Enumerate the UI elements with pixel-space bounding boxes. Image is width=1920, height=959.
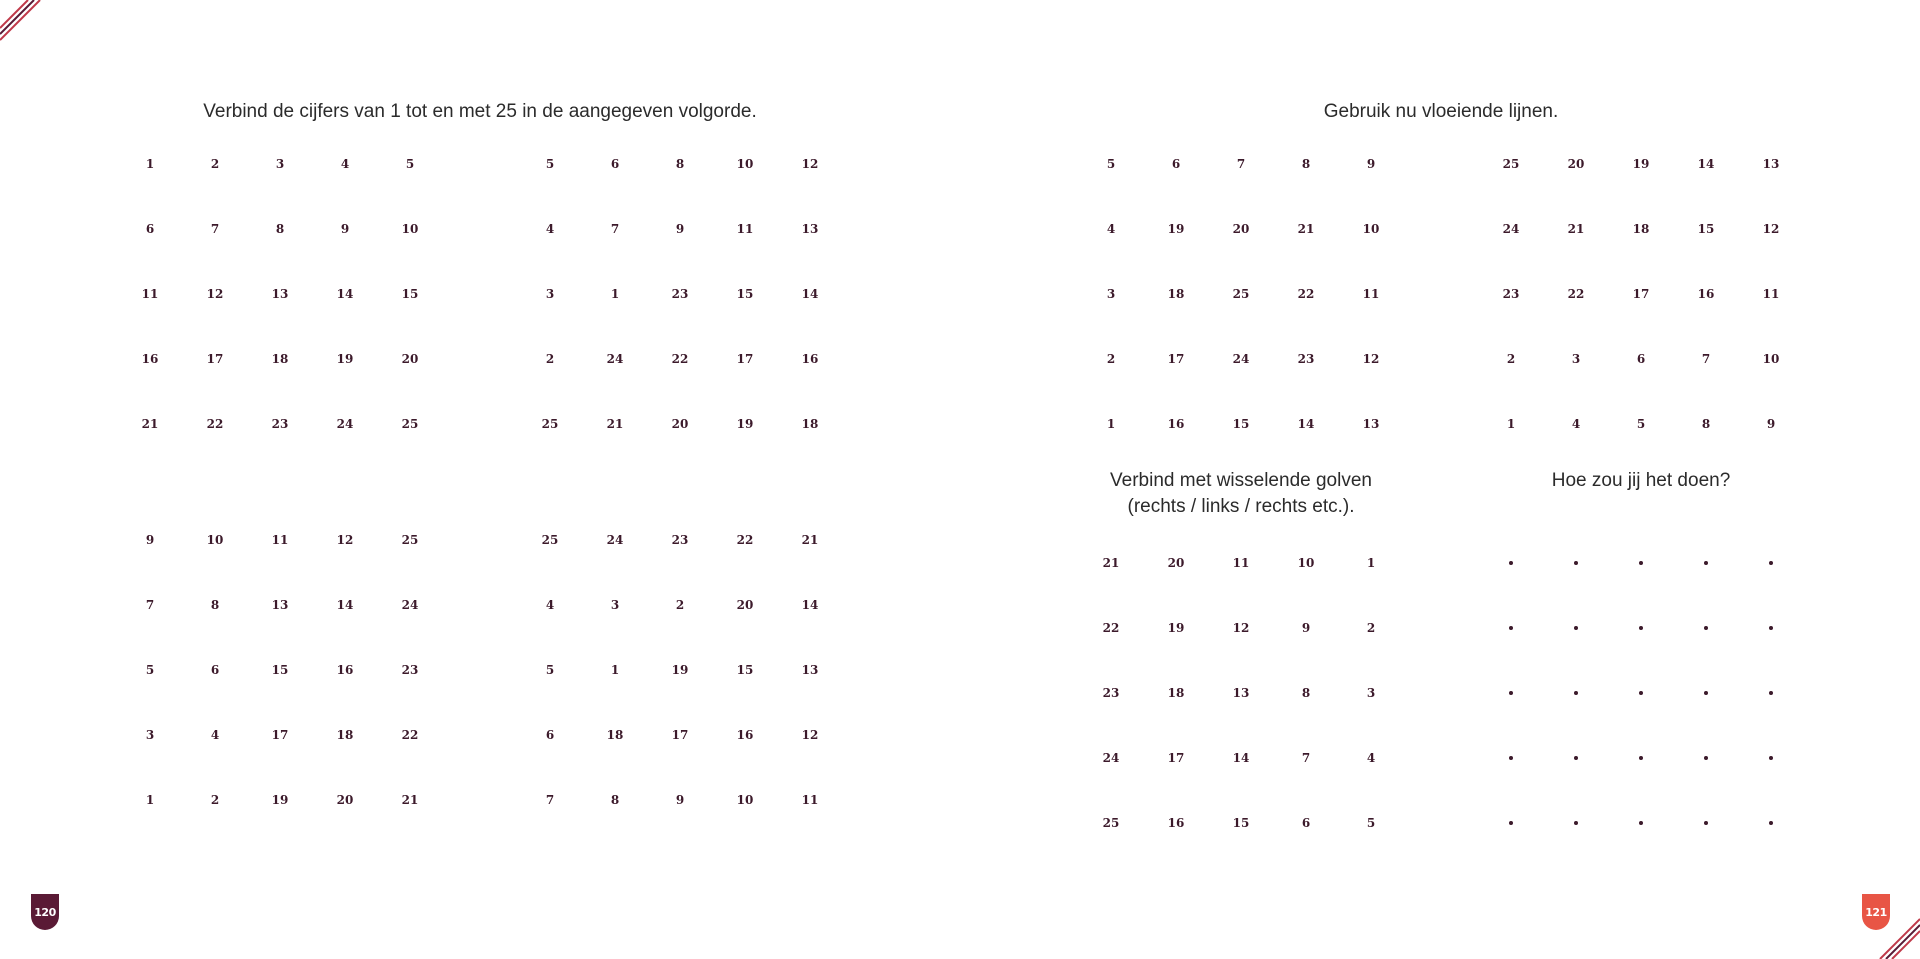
grid-number: 1 <box>1366 556 1376 570</box>
grid-dot <box>1639 626 1643 630</box>
grid-number: 15 <box>1697 222 1715 236</box>
grid-number: 17 <box>1167 751 1185 765</box>
grid-number: 8 <box>675 157 685 171</box>
grid-number: 20 <box>1232 222 1250 236</box>
grid-number: 14 <box>336 287 354 301</box>
grid-number: 14 <box>1297 417 1315 431</box>
number-grid-left-3 <box>145 533 542 807</box>
grid-number: 3 <box>275 157 285 171</box>
grid-number: 8 <box>610 793 620 807</box>
grid-number: 7 <box>145 598 155 612</box>
grid-number: 24 <box>606 533 624 547</box>
number-grid-left-4 <box>541 533 942 807</box>
grid-number: 13 <box>271 287 289 301</box>
grid-number: 13 <box>801 663 819 677</box>
grid-number: 7 <box>210 222 220 236</box>
grid-number: 10 <box>736 157 754 171</box>
grid-number: 21 <box>1297 222 1315 236</box>
page-number-right: 121 <box>1862 894 1890 930</box>
grid-number: 23 <box>401 663 419 677</box>
grid-number: 18 <box>606 728 624 742</box>
grid-number: 5 <box>545 157 555 171</box>
grid-number: 25 <box>1502 157 1520 171</box>
grid-number: 9 <box>340 222 350 236</box>
grid-number: 22 <box>736 533 754 547</box>
number-grid-left-2 <box>541 157 942 431</box>
grid-number: 2 <box>1506 352 1516 366</box>
grid-dot <box>1574 821 1578 825</box>
grid-number: 7 <box>545 793 555 807</box>
grid-number: 6 <box>1301 816 1311 830</box>
grid-number: 17 <box>671 728 689 742</box>
grid-number: 17 <box>1632 287 1650 301</box>
grid-number: 15 <box>1232 816 1250 830</box>
grid-number: 1 <box>1106 417 1116 431</box>
grid-number: 7 <box>1236 157 1246 171</box>
grid-number: 2 <box>545 352 555 366</box>
grid-number: 8 <box>275 222 285 236</box>
grid-number: 19 <box>736 417 754 431</box>
grid-number: 22 <box>671 352 689 366</box>
grid-number: 11 <box>1232 556 1250 570</box>
grid-number: 1 <box>145 157 155 171</box>
grid-number: 19 <box>271 793 289 807</box>
grid-dot <box>1704 561 1708 565</box>
grid-number: 3 <box>610 598 620 612</box>
grid-number: 8 <box>210 598 220 612</box>
grid-number: 15 <box>736 663 754 677</box>
grid-number: 14 <box>336 598 354 612</box>
grid-number: 3 <box>1106 287 1116 301</box>
grid-number: 2 <box>1106 352 1116 366</box>
grid-dot <box>1639 756 1643 760</box>
grid-number: 11 <box>141 287 159 301</box>
grid-dot <box>1509 691 1513 695</box>
grid-number: 20 <box>1567 157 1585 171</box>
grid-number: 18 <box>1167 686 1185 700</box>
grid-number: 4 <box>340 157 350 171</box>
grid-number: 6 <box>610 157 620 171</box>
grid-number: 20 <box>401 352 419 366</box>
grid-number: 12 <box>801 157 819 171</box>
grid-number: 9 <box>145 533 155 547</box>
grid-number: 18 <box>1167 287 1185 301</box>
grid-number: 12 <box>1762 222 1780 236</box>
grid-number: 18 <box>801 417 819 431</box>
grid-number: 19 <box>1632 157 1650 171</box>
grid-number: 12 <box>206 287 224 301</box>
grid-number: 2 <box>675 598 685 612</box>
grid-number: 10 <box>206 533 224 547</box>
grid-number: 1 <box>610 287 620 301</box>
grid-dot <box>1704 691 1708 695</box>
grid-number: 8 <box>1701 417 1711 431</box>
grid-number: 9 <box>675 793 685 807</box>
grid-number: 9 <box>1301 621 1311 635</box>
grid-number: 13 <box>1362 417 1380 431</box>
grid-number: 22 <box>1297 287 1315 301</box>
grid-number: 25 <box>541 533 559 547</box>
number-grid-right-2 <box>1502 157 1903 431</box>
grid-number: 4 <box>545 598 555 612</box>
grid-number: 4 <box>1366 751 1376 765</box>
grid-number: 18 <box>336 728 354 742</box>
grid-number: 4 <box>1106 222 1116 236</box>
grid-number: 13 <box>1232 686 1250 700</box>
grid-number: 10 <box>1297 556 1315 570</box>
grid-dot <box>1769 561 1773 565</box>
grid-number: 25 <box>401 417 419 431</box>
grid-dot <box>1704 821 1708 825</box>
grid-number: 25 <box>1102 816 1120 830</box>
page-number-left: 120 <box>31 894 59 930</box>
grid-number: 9 <box>675 222 685 236</box>
grid-number: 20 <box>1167 556 1185 570</box>
grid-number: 18 <box>271 352 289 366</box>
grid-number: 24 <box>401 598 419 612</box>
grid-number: 16 <box>736 728 754 742</box>
grid-number: 4 <box>545 222 555 236</box>
grid-number: 13 <box>271 598 289 612</box>
grid-number: 21 <box>401 793 419 807</box>
grid-dot <box>1574 756 1578 760</box>
grid-number: 14 <box>801 287 819 301</box>
grid-number: 13 <box>801 222 819 236</box>
grid-number: 2 <box>210 793 220 807</box>
grid-number: 15 <box>271 663 289 677</box>
grid-number: 11 <box>736 222 754 236</box>
grid-number: 3 <box>1571 352 1581 366</box>
grid-dot <box>1509 626 1513 630</box>
grid-number: 15 <box>736 287 754 301</box>
grid-dot <box>1574 691 1578 695</box>
dot-grid-own <box>1511 563 1903 823</box>
grid-number: 24 <box>606 352 624 366</box>
grid-number: 5 <box>545 663 555 677</box>
grid-dot <box>1639 691 1643 695</box>
grid-dot <box>1639 561 1643 565</box>
grid-number: 21 <box>801 533 819 547</box>
grid-number: 1 <box>1506 417 1516 431</box>
grid-number: 24 <box>1502 222 1520 236</box>
grid-dot <box>1704 756 1708 760</box>
grid-number: 10 <box>401 222 419 236</box>
grid-number: 20 <box>671 417 689 431</box>
grid-number: 23 <box>671 287 689 301</box>
grid-number: 9 <box>1366 157 1376 171</box>
grid-number: 16 <box>1167 417 1185 431</box>
corner-stripes-top-left <box>0 0 44 44</box>
grid-number: 7 <box>1701 352 1711 366</box>
grid-number: 22 <box>206 417 224 431</box>
grid-number: 6 <box>210 663 220 677</box>
grid-number: 8 <box>1301 157 1311 171</box>
grid-number: 5 <box>405 157 415 171</box>
grid-number: 25 <box>401 533 419 547</box>
grid-number: 6 <box>1636 352 1646 366</box>
grid-number: 10 <box>1762 352 1780 366</box>
grid-number: 25 <box>541 417 559 431</box>
grid-number: 20 <box>736 598 754 612</box>
grid-number: 22 <box>401 728 419 742</box>
grid-number: 12 <box>336 533 354 547</box>
grid-dot <box>1769 756 1773 760</box>
grid-number: 17 <box>206 352 224 366</box>
grid-number: 22 <box>1102 621 1120 635</box>
grid-number: 16 <box>1697 287 1715 301</box>
grid-number: 21 <box>141 417 159 431</box>
grid-dot <box>1574 626 1578 630</box>
grid-number: 10 <box>736 793 754 807</box>
grid-number: 25 <box>1232 287 1250 301</box>
grid-number: 11 <box>1762 287 1780 301</box>
grid-number: 22 <box>1567 287 1585 301</box>
grid-number: 23 <box>671 533 689 547</box>
grid-number: 3 <box>1366 686 1376 700</box>
grid-number: 6 <box>145 222 155 236</box>
grid-number: 12 <box>1232 621 1250 635</box>
grid-number: 16 <box>1167 816 1185 830</box>
grid-number: 8 <box>1301 686 1311 700</box>
grid-number: 24 <box>1102 751 1120 765</box>
grid-dot <box>1574 561 1578 565</box>
grid-number: 16 <box>336 663 354 677</box>
grid-number: 21 <box>1567 222 1585 236</box>
number-grid-left-1 <box>141 157 542 431</box>
grid-number: 19 <box>1167 222 1185 236</box>
grid-number: 15 <box>1232 417 1250 431</box>
grid-number: 24 <box>1232 352 1250 366</box>
grid-number: 9 <box>1766 417 1776 431</box>
grid-number: 21 <box>606 417 624 431</box>
grid-number: 20 <box>336 793 354 807</box>
grid-dot <box>1704 626 1708 630</box>
grid-number: 13 <box>1762 157 1780 171</box>
grid-dot <box>1769 626 1773 630</box>
grid-number: 3 <box>145 728 155 742</box>
grid-number: 4 <box>210 728 220 742</box>
grid-number: 7 <box>1301 751 1311 765</box>
grid-number: 7 <box>610 222 620 236</box>
grid-number: 23 <box>1502 287 1520 301</box>
grid-dot <box>1639 821 1643 825</box>
grid-number: 6 <box>1171 157 1181 171</box>
grid-number: 15 <box>401 287 419 301</box>
number-grid-right-1 <box>1106 157 1503 431</box>
grid-number: 19 <box>1167 621 1185 635</box>
grid-number: 17 <box>1167 352 1185 366</box>
grid-number: 11 <box>271 533 289 547</box>
grid-dot <box>1509 561 1513 565</box>
grid-number: 14 <box>1232 751 1250 765</box>
grid-number: 17 <box>271 728 289 742</box>
grid-number: 23 <box>271 417 289 431</box>
grid-dot <box>1769 691 1773 695</box>
grid-number: 5 <box>145 663 155 677</box>
grid-number: 23 <box>1102 686 1120 700</box>
number-grid-right-3 <box>1102 556 1503 830</box>
grid-number: 12 <box>1362 352 1380 366</box>
grid-number: 21 <box>1102 556 1120 570</box>
grid-number: 5 <box>1366 816 1376 830</box>
grid-number: 19 <box>671 663 689 677</box>
grid-number: 14 <box>1697 157 1715 171</box>
grid-number: 11 <box>801 793 819 807</box>
grid-dot <box>1509 756 1513 760</box>
grid-number: 6 <box>545 728 555 742</box>
grid-number: 23 <box>1297 352 1315 366</box>
grid-number: 2 <box>210 157 220 171</box>
grid-number: 3 <box>545 287 555 301</box>
grid-number: 16 <box>141 352 159 366</box>
grid-number: 14 <box>801 598 819 612</box>
grid-number: 2 <box>1366 621 1376 635</box>
grid-number: 1 <box>610 663 620 677</box>
grid-number: 18 <box>1632 222 1650 236</box>
grid-number: 10 <box>1362 222 1380 236</box>
grid-dot <box>1509 821 1513 825</box>
grid-number: 1 <box>145 793 155 807</box>
grid-number: 17 <box>736 352 754 366</box>
grid-number: 4 <box>1571 417 1581 431</box>
grid-dot <box>1769 821 1773 825</box>
grid-number: 24 <box>336 417 354 431</box>
grid-number: 12 <box>801 728 819 742</box>
grid-number: 19 <box>336 352 354 366</box>
grid-number: 16 <box>801 352 819 366</box>
grid-number: 5 <box>1636 417 1646 431</box>
grid-number: 5 <box>1106 157 1116 171</box>
grid-number: 11 <box>1362 287 1380 301</box>
